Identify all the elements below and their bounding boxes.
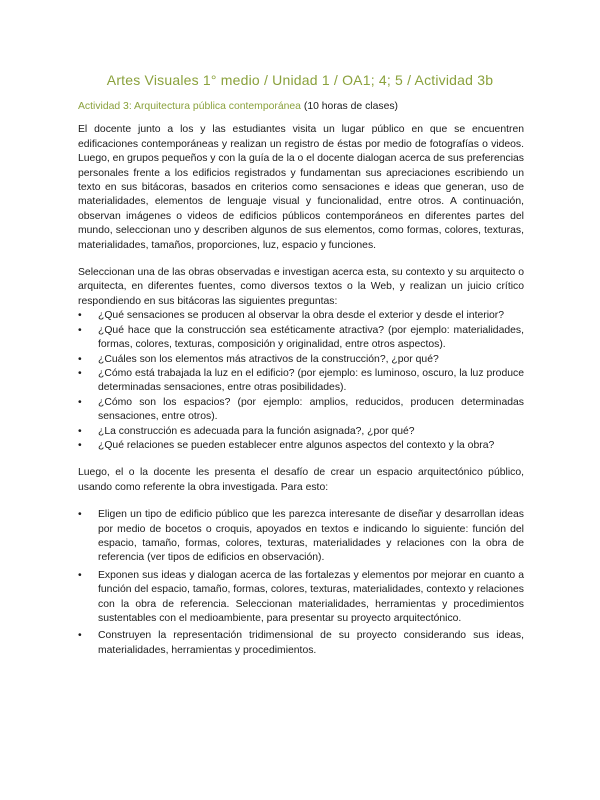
- list-item: [78, 425, 524, 439]
- task-text: Construyen la representación tridimensional de su proyecto considerando sus ideas, materialidades, herramientas y procedimientos.: [98, 630, 524, 656]
- bullet-icon: •: [78, 353, 82, 365]
- challenge-paragraph: Luego, el o la docente les presenta el desafío de crear un espacio arquitectónico público, usando como referente la obra investigada. Para esto:: [78, 467, 524, 493]
- bullet-icon: •: [78, 396, 82, 408]
- question-text: ¿Cómo está trabajada la luz en el edificio? (por ejemplo: es luminoso, oscuro, la luz produce determinadas sensaciones, entre otras posibilidades).: [98, 367, 524, 394]
- task-text: Exponen sus ideas y dialogan acerca de las fortalezas y elementos por mejorar en cuanto a función del espacio, tamaño, formas, colores, texturas, materialidades, contexto y relaciones con la obra de referencia. Seleccionan materialidades, herramientas y procedimientos sustentables con el medioambiente, para presentar su proyecto arquitectónico.: [98, 569, 524, 624]
- bullet-icon: •: [78, 310, 82, 322]
- bullet-icon: •: [78, 569, 82, 581]
- bullet-icon: •: [78, 367, 82, 379]
- intro-paragraph: El docente junto a los y las estudiantes visita un lugar público en que se encuentren edificaciones contemporáneas y realizan un registro de éstas por medio de fotografías o videos. Luego, en grupos pequeños y con la guía de la o el docente dialogan acerca de sus preferencias personales frente a los edificios registrados y fundamentan sus apreciaciones escribiendo un texto en sus bitácoras, basados en criterios como sensaciones e ideas que generan, uso de materialidades, elementos de lenguaje visual y funcionalidad, entre otros. A continuación, observan imágenes o videos de edificios públicos contemporáneos en diferentes partes del mundo, seleccionan uno y describen algunos de sus elementos, como formas, colores, texturas, materialidades, tamaños, proporciones, luz, espacio y funciones.: [78, 124, 524, 251]
- bullet-icon: •: [78, 509, 82, 521]
- activity-title: [78, 100, 524, 114]
- questions-list: [78, 309, 524, 453]
- research-paragraph: Seleccionan una de las obras observadas e investigan acerca esta, su contexto y su arquitecto o arquitecta, en diferentes fuentes, como diversos textos o la Web, y realizan un juicio crítico respondiendo en sus bitácoras las siguientes preguntas:: [78, 267, 524, 307]
- list-item: [78, 324, 524, 353]
- list-item: [78, 508, 524, 566]
- page-header: Artes Visuales 1° medio / Unidad 1 / OA1; 4; 5 / Actividad 3b: [106, 72, 494, 88]
- list-item: [78, 353, 524, 367]
- bullet-icon: •: [78, 439, 82, 451]
- list-item: [78, 396, 524, 425]
- document-content: [78, 100, 524, 661]
- activity-hours: (10 horas de clases): [303, 101, 398, 112]
- task-text: Eligen un tipo de edificio público que les parezca interesante de diseñar y desarrollan ideas por medio de bocetos o croquis, apoyados en textos e indicando lo siguiente: función del espacio, tamaño, formas, colores, texturas, materialidades y relaciones con la obra de referencia (ver tipos de edificios en observación).: [98, 509, 524, 564]
- list-item: [78, 309, 524, 323]
- list-item: [78, 569, 524, 627]
- question-text: ¿Qué sensaciones se producen al observar la obra desde el exterior y desde el interior?: [98, 310, 505, 322]
- activity-title-name: Actividad 3: Arquitectura pública contemporánea: [78, 101, 301, 112]
- bullet-icon: •: [78, 630, 82, 642]
- list-item: [78, 629, 524, 658]
- bullet-icon: •: [78, 324, 82, 336]
- question-text: ¿Qué hace que la construcción sea estéticamente atractiva? (por ejemplo: materialidades, formas, colores, texturas, composición y originalidad, entre otros aspectos).: [98, 324, 524, 351]
- question-text: ¿La construcción es adecuada para la función asignada?, ¿por qué?: [98, 425, 415, 437]
- tasks-list: [78, 508, 524, 658]
- question-text: ¿Qué relaciones se pueden establecer entre algunos aspectos del contexto y la obra?: [98, 439, 495, 451]
- list-item: [78, 367, 524, 396]
- list-item: [78, 439, 524, 453]
- question-text: ¿Cuáles son los elementos más atractivos de la construcción?, ¿por qué?: [98, 353, 439, 365]
- bullet-icon: •: [78, 425, 82, 437]
- question-text: ¿Cómo son los espacios? (por ejemplo: amplios, reducidos, producen determinadas sensaciones, entre otros).: [98, 396, 524, 423]
